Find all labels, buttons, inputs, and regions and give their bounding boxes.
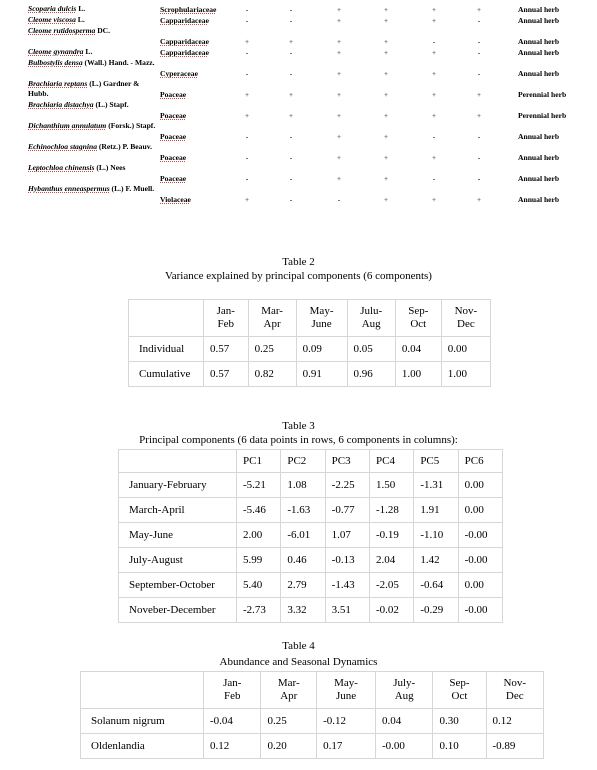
table-cell: 0.12	[486, 709, 544, 734]
species-name	[28, 79, 158, 98]
table-cell: 0.09	[296, 337, 347, 362]
season-mark: -	[289, 132, 293, 141]
season-mark: +	[336, 174, 342, 183]
table-row	[119, 598, 503, 623]
column-header-line: May-	[334, 677, 358, 689]
column-header-line: Jan-	[223, 677, 242, 689]
species-authority: (L.) Stapf.	[93, 100, 129, 109]
table-cell: 5.40	[237, 573, 281, 598]
table-cell: -2.25	[325, 473, 369, 498]
column-header	[204, 300, 249, 337]
species-habit: Annual herb	[518, 48, 560, 57]
column-header-line: Sep-	[408, 305, 429, 317]
table-cell: 0.04	[395, 337, 441, 362]
variance-table	[128, 299, 491, 387]
table-cell: -0.29	[414, 598, 458, 623]
column-header-line: Mar-	[261, 305, 283, 317]
table-cell: 1.91	[414, 498, 458, 523]
table-cell: -0.00	[375, 734, 432, 759]
species-family: Poaceae	[160, 174, 187, 183]
column-header: PC4	[369, 450, 413, 473]
row-label: Oldenlandia	[81, 734, 204, 759]
table-cell: 3.51	[325, 598, 369, 623]
column-header-line: Apr	[263, 318, 281, 330]
season-mark: -	[289, 5, 293, 14]
species-family: Violaceae	[160, 195, 191, 204]
species-habit: Perennial herb	[518, 111, 567, 120]
species-family: Capparidaceae	[160, 48, 209, 57]
column-header	[375, 672, 432, 709]
species-binomial: Brachiaria distachya	[28, 100, 94, 109]
species-name	[28, 184, 158, 194]
species-family: Cyperaceae	[160, 69, 198, 78]
species-name	[28, 121, 158, 131]
row-label: Cumulative	[129, 362, 204, 387]
season-mark: +	[336, 90, 342, 99]
season-mark: -	[477, 174, 481, 183]
species-row	[28, 4, 588, 15]
species-binomial: Dichanthium annulatum	[28, 121, 107, 130]
column-header-line: Oct	[410, 318, 427, 330]
species-authority: (Retz.) P. Beauv.	[97, 142, 152, 151]
species-row	[28, 26, 588, 47]
header-row	[129, 300, 491, 337]
season-mark: +	[383, 69, 389, 78]
table-cell: -0.00	[458, 523, 502, 548]
column-header: PC3	[325, 450, 369, 473]
season-mark: -	[245, 16, 249, 25]
season-mark: -	[289, 69, 293, 78]
row-label: January-February	[119, 473, 237, 498]
species-habit: Annual herb	[518, 174, 560, 183]
table-cell: 0.10	[433, 734, 486, 759]
season-mark: +	[383, 111, 389, 120]
table-cell: -1.28	[369, 498, 413, 523]
season-mark: -	[289, 195, 293, 204]
corner-cell	[129, 300, 204, 337]
column-header-line: June	[335, 690, 357, 702]
table-cell: 1.08	[281, 473, 325, 498]
season-mark: -	[245, 132, 249, 141]
column-header-line: May-	[309, 305, 334, 317]
table4-caption-title: Table 4	[282, 640, 315, 652]
column-header-line: Apr	[280, 690, 298, 702]
table-cell: 1.42	[414, 548, 458, 573]
species-binomial: Scoparia dulcis	[28, 4, 77, 13]
season-mark: +	[288, 111, 294, 120]
table-cell: 0.05	[347, 337, 395, 362]
season-mark: +	[383, 5, 389, 14]
species-binomial: Echinochloa stagnina	[28, 142, 97, 151]
species-authority: L.	[76, 4, 86, 13]
species-family: Scrophulariaceae	[160, 5, 217, 14]
season-mark: -	[245, 174, 249, 183]
table-cell: 0.46	[281, 548, 325, 573]
column-header	[261, 672, 317, 709]
species-authority: (L.) F. Muell.	[109, 184, 155, 193]
column-header	[296, 300, 347, 337]
column-header-line: Feb	[223, 690, 241, 702]
season-mark: -	[432, 174, 436, 183]
season-mark: +	[244, 37, 250, 46]
season-mark: -	[289, 153, 293, 162]
species-habit: Perennial herb	[518, 90, 567, 99]
table-cell: 0.00	[441, 337, 490, 362]
column-header-line: Dec	[505, 690, 524, 702]
table-cell: -1.10	[414, 523, 458, 548]
row-label: March-April	[119, 498, 237, 523]
season-mark: -	[289, 48, 293, 57]
season-mark: +	[383, 132, 389, 141]
column-header-line: Sep-	[449, 677, 470, 689]
season-mark: -	[245, 153, 249, 162]
season-mark: +	[244, 90, 250, 99]
table-cell: 1.50	[369, 473, 413, 498]
season-mark: +	[336, 153, 342, 162]
column-header	[486, 672, 544, 709]
column-header-line: Julu-	[360, 305, 383, 317]
column-header-line: June	[311, 318, 332, 330]
table-row	[119, 573, 503, 598]
table2-caption-title: Table 2	[282, 256, 315, 268]
species-row	[28, 100, 588, 121]
column-header-line: Aug	[394, 690, 414, 702]
species-name	[28, 58, 158, 68]
table-cell: 0.00	[458, 473, 502, 498]
season-mark: +	[383, 90, 389, 99]
species-habit: Annual herb	[518, 69, 560, 78]
table-cell: -5.21	[237, 473, 281, 498]
species-row	[28, 184, 588, 205]
season-mark: +	[431, 90, 437, 99]
species-row	[28, 47, 588, 58]
table-cell: 1.00	[441, 362, 490, 387]
species-name	[28, 163, 158, 173]
species-authority: (L.) Gardner & Hubb.	[28, 79, 140, 98]
table-cell: -1.63	[281, 498, 325, 523]
season-mark: +	[431, 69, 437, 78]
header-row	[81, 672, 544, 709]
table-cell: 0.25	[248, 337, 296, 362]
season-mark: +	[431, 16, 437, 25]
column-header-line: Aug	[361, 318, 381, 330]
table-cell: 0.04	[375, 709, 432, 734]
season-mark: -	[245, 5, 249, 14]
table3-caption-title: Table 3	[282, 420, 315, 432]
species-binomial: Cleome gynandra	[28, 47, 84, 56]
column-header	[433, 672, 486, 709]
species-binomial: Cleome viscosa	[28, 15, 76, 24]
table-row	[119, 523, 503, 548]
table-cell: 0.25	[261, 709, 317, 734]
table-cell: 5.99	[237, 548, 281, 573]
season-mark: +	[431, 195, 437, 204]
species-binomial: Bulbostylis densa	[28, 58, 83, 67]
column-header	[395, 300, 441, 337]
species-name	[28, 26, 158, 36]
table3-caption-text: Principal components (6 data points in rows, 6 components in columns):	[139, 434, 458, 446]
season-mark: -	[477, 48, 481, 57]
season-mark: +	[336, 69, 342, 78]
table-cell: -0.12	[317, 709, 376, 734]
season-mark: +	[383, 48, 389, 57]
table-cell: 0.82	[248, 362, 296, 387]
species-habit: Annual herb	[518, 153, 560, 162]
table-cell: 1.07	[325, 523, 369, 548]
column-header	[347, 300, 395, 337]
table-cell: -5.46	[237, 498, 281, 523]
table-row	[119, 498, 503, 523]
season-mark: +	[431, 153, 437, 162]
season-mark: +	[476, 195, 482, 204]
season-mark: -	[289, 16, 293, 25]
species-family: Poaceae	[160, 90, 187, 99]
season-mark: +	[288, 37, 294, 46]
species-binomial: Hybanthus enneaspermus	[28, 184, 110, 193]
season-mark: +	[383, 153, 389, 162]
row-label: September-October	[119, 573, 237, 598]
column-header-line: Dec	[457, 318, 475, 330]
table-cell: -0.77	[325, 498, 369, 523]
table-cell: 0.00	[458, 498, 502, 523]
season-mark: +	[431, 111, 437, 120]
season-mark: -	[245, 48, 249, 57]
column-header	[441, 300, 490, 337]
season-mark: +	[476, 111, 482, 120]
table-cell: 0.96	[347, 362, 395, 387]
table-cell: -1.31	[414, 473, 458, 498]
table-row	[81, 734, 544, 759]
species-family: Capparidaceae	[160, 37, 209, 46]
season-mark: -	[432, 132, 436, 141]
season-mark: -	[289, 174, 293, 183]
species-name	[28, 47, 158, 57]
table-cell: -0.19	[369, 523, 413, 548]
column-header: PC1	[237, 450, 281, 473]
table-cell: -0.64	[414, 573, 458, 598]
species-row	[28, 121, 588, 142]
row-label: Noveber-December	[119, 598, 237, 623]
species-family: Poaceae	[160, 153, 187, 162]
table-cell: 1.00	[395, 362, 441, 387]
season-mark: +	[383, 37, 389, 46]
season-mark: +	[336, 16, 342, 25]
species-habit: Annual herb	[518, 16, 560, 25]
species-authority: DC.	[95, 26, 111, 35]
table-cell: -6.01	[281, 523, 325, 548]
season-mark: +	[383, 174, 389, 183]
column-header: PC5	[414, 450, 458, 473]
row-label: July-August	[119, 548, 237, 573]
header-row	[119, 450, 503, 473]
table-cell: 2.04	[369, 548, 413, 573]
species-row	[28, 58, 588, 79]
table-cell: 0.20	[261, 734, 317, 759]
species-row	[28, 15, 588, 26]
species-name	[28, 142, 158, 152]
column-header-line: Feb	[217, 318, 235, 330]
corner-cell	[81, 672, 204, 709]
season-mark: +	[244, 111, 250, 120]
season-mark: +	[244, 195, 250, 204]
table4-caption-text: Abundance and Seasonal Dynamics	[219, 656, 378, 668]
season-mark: +	[288, 90, 294, 99]
table-cell: -2.05	[369, 573, 413, 598]
species-name	[28, 4, 158, 14]
column-header-line: July-	[393, 677, 416, 689]
species-row	[28, 79, 588, 100]
season-mark: -	[477, 153, 481, 162]
species-habit: Annual herb	[518, 37, 560, 46]
table-cell: -1.43	[325, 573, 369, 598]
principal-components-table	[118, 449, 503, 623]
species-binomial: Leptochloa chinensis	[28, 163, 95, 172]
column-header-line: Jan-	[216, 305, 235, 317]
species-habit: Annual herb	[518, 195, 560, 204]
column-header-line: Nov-	[454, 305, 478, 317]
species-authority: (L.) Nees	[94, 163, 126, 172]
column-header: PC6	[458, 450, 502, 473]
season-mark: -	[245, 69, 249, 78]
season-mark: -	[477, 69, 481, 78]
season-mark: +	[431, 5, 437, 14]
season-mark: +	[336, 111, 342, 120]
species-name	[28, 15, 158, 25]
table-cell: 0.00	[458, 573, 502, 598]
species-habit: Annual herb	[518, 5, 560, 14]
season-mark: +	[336, 48, 342, 57]
corner-cell	[119, 450, 237, 473]
table-cell: -0.04	[204, 709, 261, 734]
table-row	[129, 337, 491, 362]
species-row	[28, 163, 588, 184]
table-cell: 0.57	[204, 337, 249, 362]
season-mark: +	[336, 37, 342, 46]
table-cell: 0.12	[204, 734, 261, 759]
table-row	[119, 548, 503, 573]
species-name	[28, 100, 158, 110]
table-cell: 0.91	[296, 362, 347, 387]
table-cell: 3.32	[281, 598, 325, 623]
species-authority: (Forsk.) Stapf.	[106, 121, 156, 130]
season-mark: +	[476, 5, 482, 14]
species-binomial: Brachiaria reptans	[28, 79, 88, 88]
season-mark: +	[383, 16, 389, 25]
species-authority: L.	[75, 15, 85, 24]
column-header	[248, 300, 296, 337]
season-mark: +	[383, 195, 389, 204]
season-mark: +	[336, 132, 342, 141]
species-family: Poaceae	[160, 111, 187, 120]
table-cell: -0.13	[325, 548, 369, 573]
species-family: Capparidaceae	[160, 16, 209, 25]
season-mark: +	[476, 90, 482, 99]
table-row	[81, 709, 544, 734]
season-mark: -	[477, 16, 481, 25]
row-label: Solanum nigrum	[81, 709, 204, 734]
season-mark: -	[337, 195, 341, 204]
column-header	[317, 672, 376, 709]
table-cell: 0.57	[204, 362, 249, 387]
season-mark: +	[431, 48, 437, 57]
season-mark: -	[477, 132, 481, 141]
column-header: PC2	[281, 450, 325, 473]
abundance-table	[80, 671, 544, 759]
table-cell: -2.73	[237, 598, 281, 623]
row-label: May-June	[119, 523, 237, 548]
table-cell: -0.89	[486, 734, 544, 759]
row-label: Individual	[129, 337, 204, 362]
column-header	[204, 672, 261, 709]
species-family: Poaceae	[160, 132, 187, 141]
species-row	[28, 142, 588, 163]
table-cell: 2.79	[281, 573, 325, 598]
column-header-line: Nov-	[503, 677, 527, 689]
species-table	[28, 4, 588, 205]
season-mark: +	[336, 5, 342, 14]
column-header-line: Mar-	[277, 677, 300, 689]
table-cell: 0.17	[317, 734, 376, 759]
table2-caption-text: Variance explained by principal components (6 components)	[165, 270, 432, 282]
table-cell: -0.02	[369, 598, 413, 623]
table-row	[129, 362, 491, 387]
species-authority: L.	[83, 47, 93, 56]
species-habit: Annual herb	[518, 132, 560, 141]
table-cell: 0.30	[433, 709, 486, 734]
species-binomial: Cleome rutidosperma	[28, 26, 96, 35]
season-mark: -	[432, 37, 436, 46]
table-row	[119, 473, 503, 498]
species-authority: (Wall.) Hand. - Mazz.	[82, 58, 155, 67]
table-cell: -0.00	[458, 548, 502, 573]
column-header-line: Oct	[451, 690, 468, 702]
table-cell: -0.00	[458, 598, 502, 623]
season-mark: -	[477, 37, 481, 46]
table-cell: 2.00	[237, 523, 281, 548]
